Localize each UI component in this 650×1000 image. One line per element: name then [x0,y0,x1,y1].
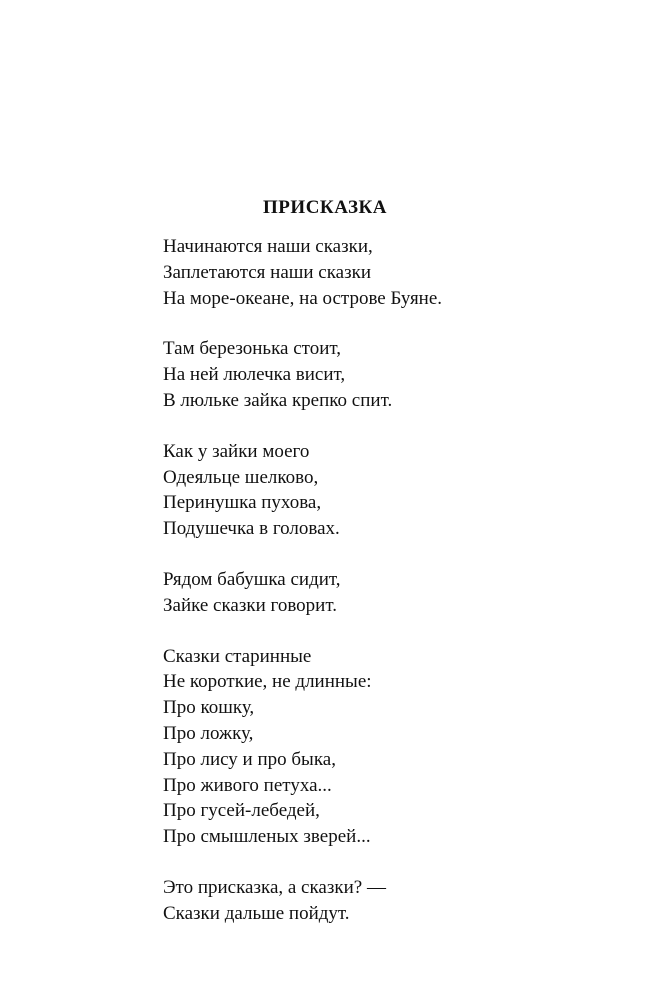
poem-line: Про лису и про быка, [163,748,336,770]
stanza [163,439,603,542]
poem-line: В люльке зайка крепко спит. [163,389,393,411]
poem-line: Как у зайки моего [163,440,310,462]
poem-line: Там березонька стоит, [163,338,341,360]
poem-line: Про ложку, [163,722,254,744]
poem-line: Начинаются наши сказки, [163,236,373,257]
poem-line: Заплетаются наши сказки [163,261,372,283]
poem-line: Про гусей-лебедей, [163,800,320,822]
poem-body [163,234,603,952]
stanza [163,875,603,927]
stanza [163,336,603,413]
poem-line: Про кошку, [163,697,255,719]
poem-line: Сказки дальше пойдут. [163,902,350,924]
poem-line: На ней люлечка висит, [163,364,346,386]
stanza [163,234,603,311]
poem-title: ПРИСКАЗКА [263,197,387,218]
poem-line: На море-океане, на острове Буяне. [163,287,443,309]
poem-line: Не короткие, не длинные: [163,671,372,693]
poem-line: Про живого петуха... [163,774,332,796]
poem-line: Зайке сказки говорит. [163,594,337,616]
poem-line: Про смышленых зверей... [163,826,371,848]
stanza [163,567,603,619]
poem-line: Перинушка пухова, [163,492,322,514]
poem-line: Это присказка, а сказки? — [163,876,386,898]
poem-line: Одеяльце шелково, [163,466,319,488]
poem-line: Подушечка в головах. [163,518,340,540]
stanza [163,644,603,850]
poem-line: Сказки старинные [163,645,312,667]
poem-line: Рядом бабушка сидит, [163,568,341,590]
